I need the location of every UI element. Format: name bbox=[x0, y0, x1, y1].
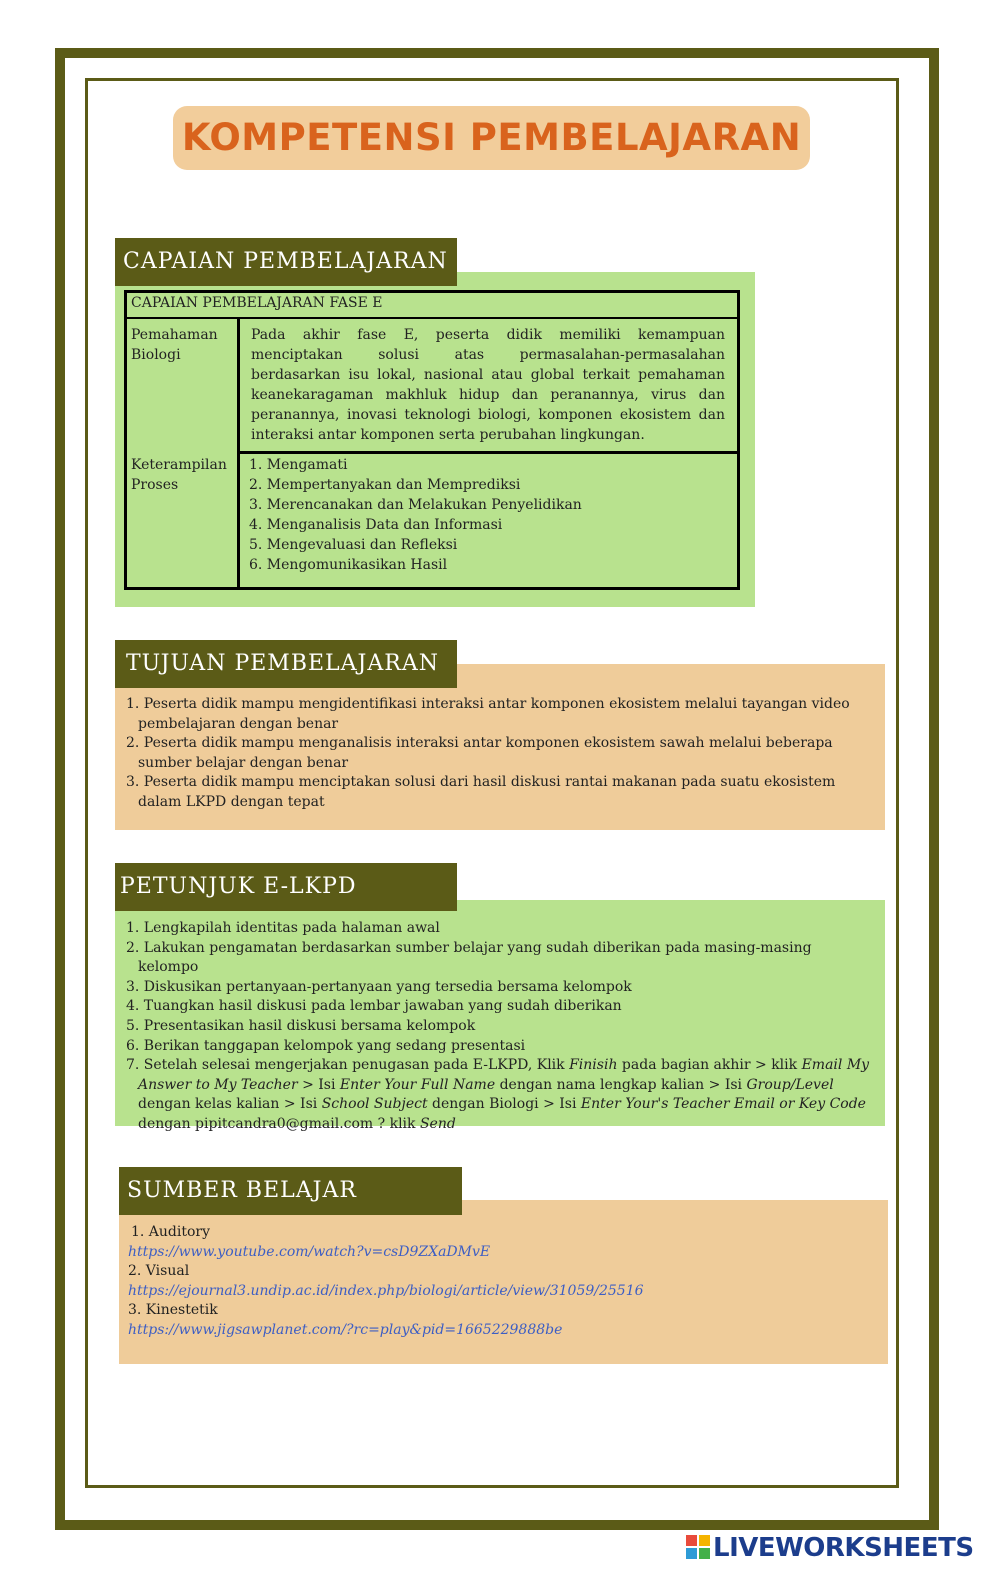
list-item: 6. Mengomunikasikan Hasil bbox=[249, 557, 448, 573]
list-item: 5. Mengevaluasi dan Refleksi bbox=[249, 537, 458, 553]
sumber-list bbox=[128, 1223, 868, 1340]
source-label: 3. Kinestetik bbox=[128, 1302, 218, 1318]
item-text: dengan pipitcandra0@gmail.com ? klik bbox=[138, 1115, 420, 1132]
row-label-pemahaman: Pemahaman Biologi bbox=[131, 327, 218, 363]
item-text: Enter Your's Teacher Email or Key Code bbox=[580, 1096, 866, 1113]
list-item: 2. Peserta didik mampu menganalisis interaksi antar komponen ekosistem sawah melalui beberapa sumber belajar dengan benar bbox=[126, 735, 833, 771]
item-text: School Subject bbox=[321, 1096, 428, 1113]
source-label: 1. Auditory bbox=[131, 1224, 211, 1240]
list-item: 2. Lakukan pengamatan berdasarkan sumber belajar yang sudah diberikan pada masing-masing kelompo bbox=[126, 939, 812, 976]
table-divider bbox=[237, 451, 737, 454]
item-text: > Isi bbox=[297, 1076, 340, 1093]
list-item: 3. Diskusikan pertanyaan-pertanyaan yang tersedia bersama kelompok bbox=[126, 978, 632, 995]
petunjuk-heading: PETUNJUK E-LKPD bbox=[115, 863, 457, 911]
item-text: dengan Biologi > Isi bbox=[427, 1096, 581, 1113]
list-item: 1. Peserta didik mampu mengidentifikasi interaksi antar komponen ekosistem melalui tayangan video pembelajaran dengan benar bbox=[126, 696, 850, 732]
list-item: 4. Tuangkan hasil diskusi pada lembar jawaban yang sudah diberikan bbox=[126, 998, 622, 1015]
list-item: 4. Menganalisis Data dan Informasi bbox=[249, 517, 503, 533]
source-link[interactable]: https://ejournal3.undip.ac.id/index.php/biologi/article/view/31059/25516 bbox=[128, 1282, 644, 1299]
sumber-heading: SUMBER BELAJAR bbox=[119, 1167, 462, 1215]
list-item bbox=[126, 1056, 874, 1134]
row-text-pemahaman: Pada akhir fase E, peserta didik memiliki kemampuan menciptakan solusi atas permasalahan-permasalahan berdasarkan isu lokal, nasional atau global terkait pemahaman keanekaragaman makhluk hidup dan peranannya, virus dan peranannya, inovasi teknologi biologi, komponen ekosistem dan interaksi antar komponen serta perubahan lingkungan. bbox=[251, 327, 725, 443]
list-item: 6. Berikan tanggapan kelompok yang sedang presentasi bbox=[126, 1037, 526, 1054]
item-text: Email My Answer to My Teacher bbox=[138, 1057, 870, 1093]
item-text: Group/Level bbox=[746, 1076, 834, 1093]
brand-name: LIVEWORKSHEETS bbox=[713, 1533, 974, 1563]
page-title: KOMPETENSI PEMBELAJARAN bbox=[173, 106, 810, 170]
keterampilan-list bbox=[249, 455, 582, 575]
brand-logo[interactable] bbox=[686, 1533, 974, 1563]
list-item: 3. Peserta didik mampu menciptakan solusi dari hasil diskusi rantai makanan pada suatu ekosistem dalam LKPD dengan tepat bbox=[126, 774, 836, 810]
list-item: 1. Lengkapilah identitas pada halaman awal bbox=[126, 920, 440, 936]
list-item: 1. Mengamati bbox=[249, 457, 348, 473]
item-text: pada bagian akhir > klik bbox=[617, 1057, 802, 1074]
item-text: Send bbox=[419, 1115, 456, 1132]
table-header: CAPAIAN PEMBELAJARAN FASE E bbox=[127, 293, 737, 319]
source-link[interactable]: https://www.jigsawplanet.com/?rc=play&pid=1665229888be bbox=[128, 1321, 563, 1338]
brand-logo-icon bbox=[686, 1535, 710, 1559]
petunjuk-list bbox=[126, 919, 874, 1135]
row-label-keterampilan: Keterampilan Proses bbox=[131, 457, 227, 493]
capaian-heading: CAPAIAN PEMBELAJARAN bbox=[115, 238, 457, 286]
capaian-table bbox=[124, 290, 740, 590]
list-item: 5. Presentasikan hasil diskusi bersama kelompok bbox=[126, 1017, 476, 1034]
tujuan-list bbox=[126, 695, 861, 813]
item-text: dengan kelas kalian > Isi bbox=[138, 1096, 322, 1113]
list-item: 3. Merencanakan dan Melakukan Penyelidikan bbox=[249, 497, 582, 513]
item-text: Enter Your Full Name bbox=[339, 1076, 496, 1093]
item-text: dengan nama lengkap kalian > Isi bbox=[495, 1076, 747, 1093]
list-item: 2. Mempertanyakan dan Memprediksi bbox=[249, 477, 521, 493]
item-text: Finisih bbox=[569, 1057, 618, 1074]
source-label: 2. Visual bbox=[128, 1263, 190, 1279]
item-text: 7. Setelah selesai mengerjakan penugasan pada E-LKPD, Klik bbox=[126, 1057, 570, 1074]
source-link[interactable]: https://www.youtube.com/watch?v=csD9ZXaDMvE bbox=[128, 1243, 491, 1260]
tujuan-heading: TUJUAN PEMBELAJARAN bbox=[115, 640, 457, 688]
